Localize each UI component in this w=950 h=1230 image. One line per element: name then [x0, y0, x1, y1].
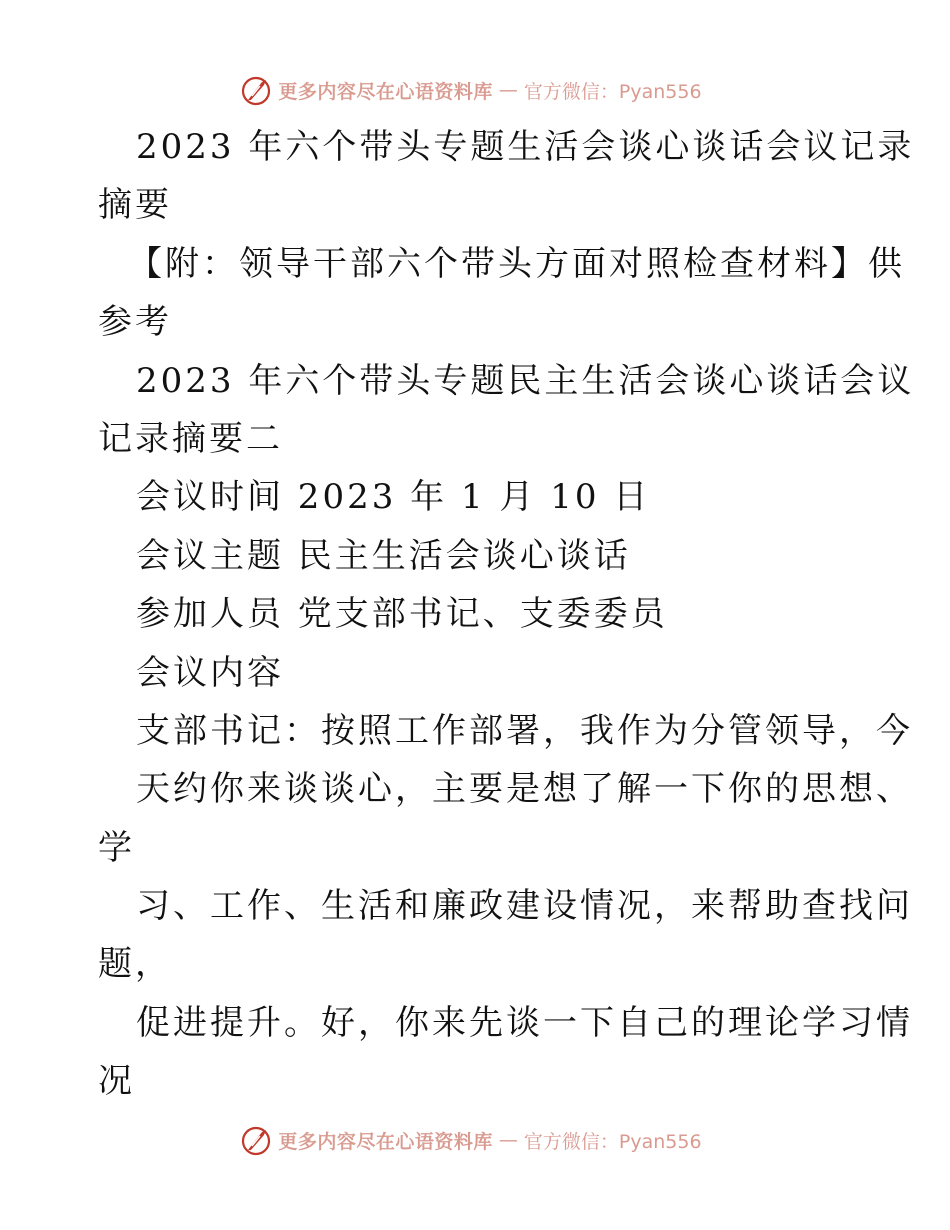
- doc-title-line-1: 2023 年六个带头专题生活会谈心谈话会议记录: [136, 127, 915, 167]
- doc-title-line-2: 摘要: [98, 185, 172, 226]
- paragraph-line: 习、工作、生活和廉政建设情况，来帮助查找问: [136, 886, 913, 927]
- paragraph-line: 题，: [98, 944, 172, 985]
- banner-wechat: 官方微信：Pyan556: [523, 80, 702, 103]
- banner-wechat: 官方微信：Pyan556: [523, 1130, 702, 1153]
- paragraph-line: 天约你来谈谈心，主要是想了解一下你的思想、: [136, 769, 913, 810]
- meeting-time: 会议时间 2023 年 1 月 10 日: [136, 477, 651, 518]
- banner-text: 更多内容尽在心语资料库: [278, 80, 493, 103]
- doc-attachment-line-1: 【附：领导干部六个带头方面对照检查材料】供: [128, 243, 905, 284]
- quill-pen-logo-icon: [238, 72, 274, 108]
- paragraph-line: 况: [98, 1061, 135, 1102]
- meeting-content-heading: 会议内容: [136, 652, 284, 693]
- banner-dash: —: [498, 1129, 518, 1151]
- banner-dash: —: [498, 79, 518, 101]
- doc-subtitle-line-2: 记录摘要二: [98, 418, 283, 459]
- header-watermark-banner: [0, 68, 950, 112]
- banner-inner: [238, 72, 701, 108]
- paragraph-line: 促进提升。好，你来先谈一下自己的理论学习情: [136, 1002, 913, 1043]
- doc-subtitle-line-1: 2023 年六个带头专题民主生活会谈心谈话会议: [136, 360, 915, 401]
- footer-watermark-banner: [0, 1118, 950, 1162]
- document-body: [98, 118, 915, 1111]
- meeting-topic: 会议主题 民主生活会谈心谈话: [136, 535, 631, 576]
- banner-inner: [238, 1122, 701, 1158]
- paragraph-line: 学: [98, 827, 135, 868]
- banner-text: 更多内容尽在心语资料库: [278, 1130, 493, 1153]
- paragraph-line: 支部书记：按照工作部署，我作为分管领导，今: [136, 710, 913, 751]
- meeting-attendees: 参加人员 党支部书记、支委委员: [136, 594, 668, 635]
- quill-pen-logo-icon: [238, 1122, 274, 1158]
- doc-attachment-line-2: 参考: [98, 302, 172, 343]
